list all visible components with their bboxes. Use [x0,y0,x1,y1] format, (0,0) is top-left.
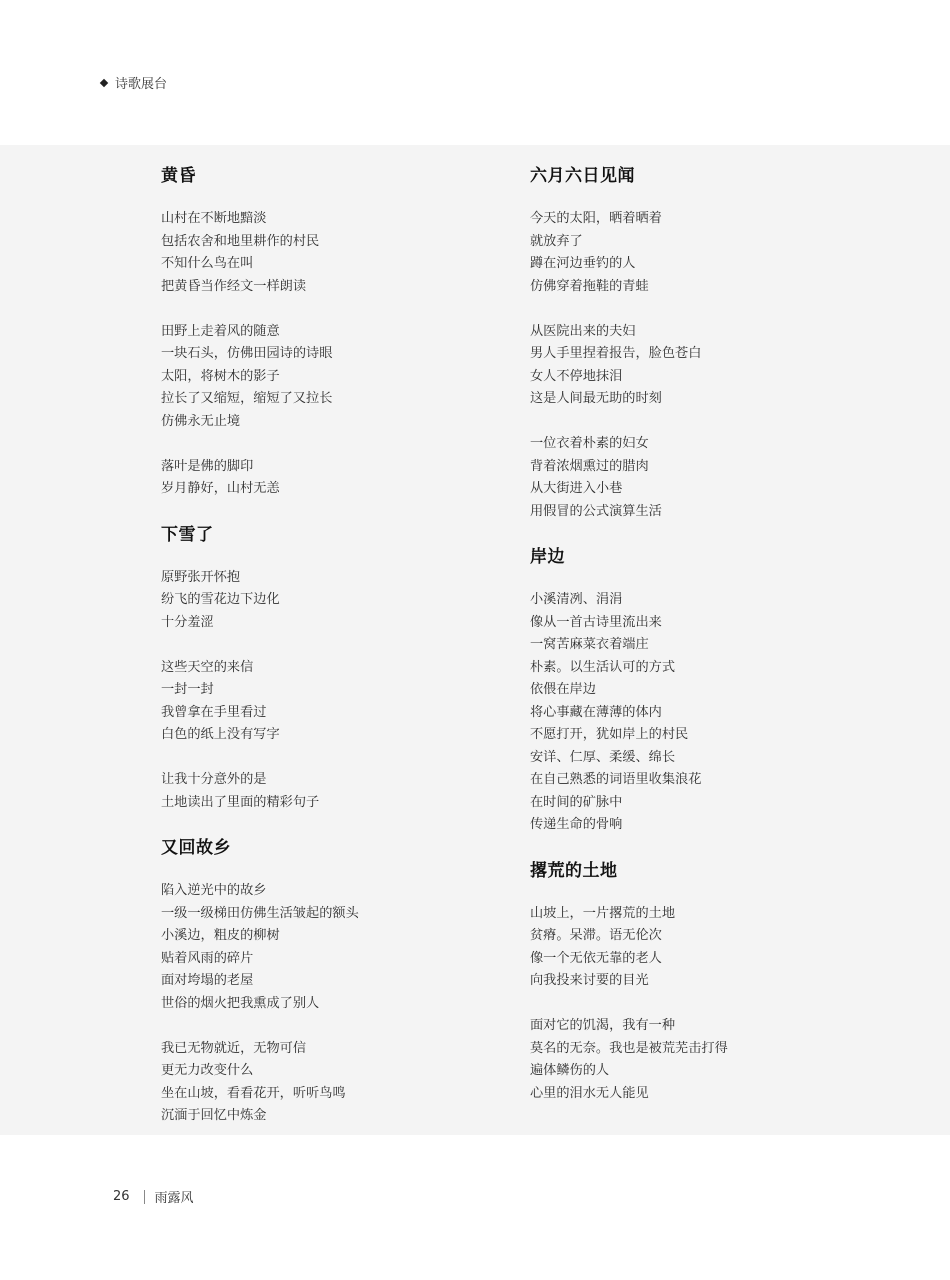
poem-line: 小溪清冽、涓涓 [530,592,623,607]
poem-line: 沉湎于回忆中炼金 [161,1108,267,1123]
stanza [161,657,491,747]
poem-line: 背着浓烟熏过的腊肉 [530,458,649,474]
poem-line: 面对垮塌的老屋 [161,973,254,988]
poem-line: 女人不停地抹泪 [530,368,623,384]
poem-title: 下雪了 [161,524,214,545]
poem-line: 坐在山坡，看看花开，听听鸟鸣 [161,1085,346,1101]
poem-line: 原野张开怀抱 [161,569,241,585]
stanza [161,880,491,1015]
publication-name: 雨露风 [154,1191,194,1206]
poem-line: 莫名的无奈。我也是被荒芜击打得 [530,1040,728,1056]
poem-line: 仿佛永无止境 [161,413,241,429]
section-label: 诗歌展台 [115,77,168,92]
stanza [161,567,491,635]
poem-line: 将心事藏在薄薄的体内 [530,704,662,720]
poem-line: 仿佛穿着拖鞋的青蛙 [530,278,649,294]
poem-title: 黄昏 [161,166,196,186]
poem-line: 像一个无依无靠的老人 [530,950,662,966]
poem [530,164,860,523]
poem [161,836,491,1128]
stanza [161,208,491,298]
poem-line: 十分羞涩 [161,614,214,630]
poem-line: 小溪边，粗皮的柳树 [161,928,280,943]
poem-title: 撂荒的土地 [530,860,618,881]
poem-title: 六月六日见闻 [530,166,635,186]
poem-line: 遍体鳞伤的人 [530,1063,610,1078]
stanza [161,456,491,501]
poem-line: 心里的泪水无人能见 [530,1085,649,1101]
poem-line: 向我投来讨要的目光 [530,973,649,988]
poem-line: 传递生命的骨响 [530,817,623,832]
poem [161,523,491,815]
poem-line: 就放弃了 [530,233,583,249]
poem-line: 纷飞的雪花边下边化 [161,592,280,607]
poem-line: 田野上走着风的随意 [161,323,280,339]
poem-line: 像从一首古诗里流出来 [530,614,662,630]
poem-line: 依偎在岸边 [530,682,596,697]
poem-line: 在自己熟悉的词语里收集浪花 [530,772,702,787]
poem-line: 在时间的矿脉中 [530,794,623,810]
poem-line: 蹲在河边垂钓的人 [530,256,636,271]
diamond-bullet-icon [100,78,108,86]
page-number: 26 [113,1189,130,1204]
poem-line: 贴着风雨的碎片 [161,950,254,966]
stanza [530,903,860,993]
poem-line: 一封一封 [161,682,214,697]
page-footer [113,1187,194,1206]
stanza [161,1038,491,1128]
poem [530,859,860,1106]
stanza [530,321,860,411]
left-column [161,164,491,1128]
poem-line: 不知什么鸟在叫 [161,256,254,271]
right-column [530,164,860,1105]
poem-line: 面对它的饥渴，我有一种 [530,1018,676,1033]
poem-line: 山坡上，一片撂荒的土地 [530,905,676,921]
poem-line: 一位衣着朴素的妇女 [530,436,649,451]
stanza [530,433,860,523]
poem-line: 朴素。以生活认可的方式 [530,659,676,675]
stanza [530,1015,860,1105]
poem-line: 土地读出了里面的精彩句子 [161,794,320,810]
poem-line: 太阳，将树木的影子 [161,368,280,384]
poem-line: 我已无物就近，无物可信 [161,1040,307,1056]
poem-line: 从大街进入小巷 [530,481,623,496]
poem-line: 山村在不断地黯淡 [161,211,267,226]
poem-line: 把黄昏当作经文一样朗读 [161,278,307,294]
poem-line: 落叶是佛的脚印 [161,458,254,474]
poem-line: 陷入逆光中的故乡 [161,883,267,898]
stanza [161,769,491,814]
poem-title: 岸边 [530,547,565,567]
footer-divider [144,1190,145,1204]
poem-line: 一窝苦麻菜衣着端庄 [530,637,649,652]
poem-line: 从医院出来的夫妇 [530,323,636,339]
poem-title: 又回故乡 [161,838,231,858]
poem-line: 我曾拿在手里看过 [161,704,267,720]
poem-line: 岁月静好，山村无恙 [161,481,280,496]
poem-line: 不愿打开，犹如岸上的村民 [530,727,689,742]
poem-line: 用假冒的公式演算生活 [530,503,662,519]
poem-line: 让我十分意外的是 [161,772,267,787]
poem-line: 这是人间最无助的时刻 [530,391,662,406]
poem [161,164,491,501]
poem-line: 这些天空的来信 [161,659,254,675]
stanza [161,321,491,434]
stanza [530,589,860,837]
poem-line: 一块石头，仿佛田园诗的诗眼 [161,346,333,361]
poem-line: 更无力改变什么 [161,1063,254,1078]
poem-line: 包括农舍和地里耕作的村民 [161,233,320,249]
poems-panel [0,145,950,1135]
poem-line: 贫瘠。呆滞。语无伦次 [530,928,662,943]
poem-line: 今天的太阳，晒着晒着 [530,211,662,226]
poem-line: 世俗的烟火把我熏成了别人 [161,995,320,1011]
poem-line: 安详、仁厚、柔缓、绵长 [530,749,676,765]
stanza [530,208,860,298]
poem-line: 白色的纸上没有写字 [161,727,280,742]
poem-line: 男人手里捏着报告，脸色苍白 [530,346,702,361]
poem-line: 拉长了又缩短，缩短了又拉长 [161,391,333,406]
poem [530,545,860,837]
poem-line: 一级一级梯田仿佛生活皱起的额头 [161,905,359,921]
section-header [101,73,167,92]
